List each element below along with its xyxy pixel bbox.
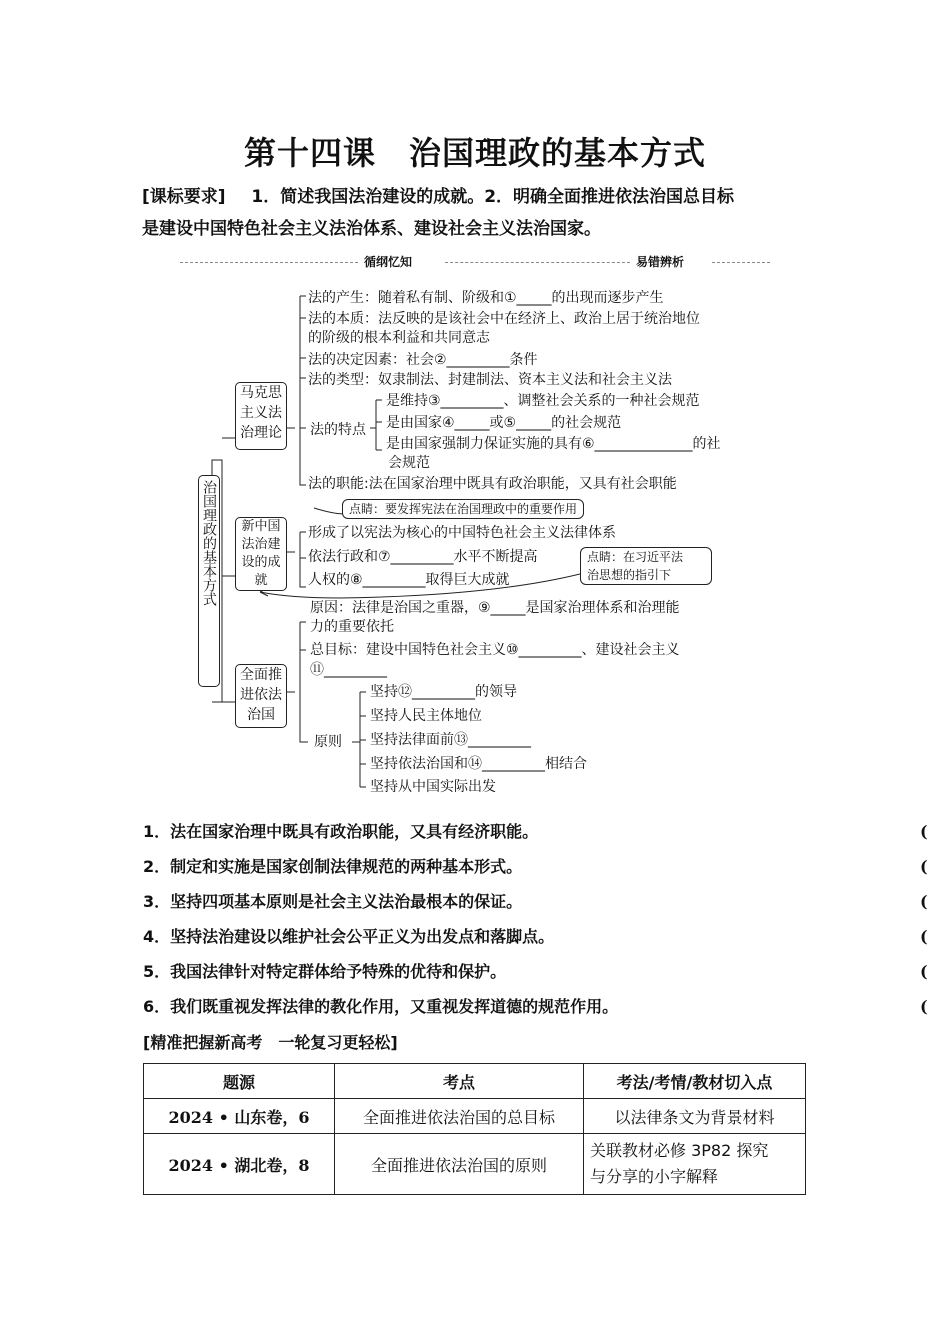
curriculum-requirement-line1	[142, 181, 810, 213]
judgment-item: 1．法在国家治理中既具有政治职能，又具有经济职能。	[143, 822, 539, 841]
principle-2: 坚持人民主体地位	[370, 708, 482, 724]
law-determinant-text: 法的决定因素：社会②_________条件	[308, 352, 538, 368]
knowledge-mindmap	[190, 282, 770, 802]
law-essence-text: 法的本质：法反映的是该社会中在经济上、政治上居于统治地位	[308, 311, 700, 327]
principle-4: 坚持依法治国和⑭_________相结合	[370, 756, 587, 772]
branch-new-china-achievements: 新中国法治建设的成就	[235, 517, 287, 591]
answer-paren[interactable]: (	[920, 962, 928, 981]
page-title: 第十四课 治国理政的基本方式	[243, 134, 706, 172]
reason-text-cont: 力的重要依托	[310, 619, 394, 635]
law-feature-3-cont: 会规范	[388, 455, 430, 471]
answer-paren[interactable]: (	[920, 857, 928, 876]
achievement-human-rights: 人权的⑧_________取得巨大成就	[308, 572, 510, 588]
root-node-box	[198, 475, 220, 687]
principle-3: 坚持法律面前⑬_________	[370, 732, 531, 748]
answer-paren[interactable]: (	[920, 997, 928, 1016]
law-features-label: 法的特点	[310, 422, 366, 438]
branch-rule-of-law: 全面推进依法治国	[235, 664, 287, 728]
branch-marxist-law-theory: 马克思主义法治理论	[235, 382, 287, 450]
row-point: 全面推进依法治国的总目标	[335, 1099, 584, 1134]
row-angle-line1: 关联教材必修 3P82 探究	[590, 1141, 769, 1160]
table-row	[144, 1134, 806, 1195]
note-xi-thought	[580, 547, 712, 585]
exam-table	[143, 1063, 806, 1195]
header-point: 考点	[335, 1064, 584, 1099]
answer-paren[interactable]: (	[920, 822, 928, 841]
row-source: 2024 • 山东卷，6	[144, 1099, 335, 1134]
principles-label: 原则	[314, 734, 342, 750]
judgment-item: 4．坚持法治建设以维护社会公平正义为出发点和落脚点。	[143, 927, 555, 946]
achievement-legal-system: 形成了以宪法为核心的中国特色社会主义法律体系	[308, 525, 616, 541]
achievement-administration: 依法行政和⑦_________水平不断提高	[308, 549, 538, 565]
table-row	[144, 1099, 806, 1134]
row-angle-line2: 与分享的小字解释	[590, 1167, 719, 1186]
separator-dash	[445, 262, 630, 263]
principle-5: 坚持从中国实际出发	[370, 779, 496, 795]
law-function-text: 法的职能:法在国家治理中既具有政治职能，又具有社会职能	[308, 476, 677, 492]
row-angle	[584, 1134, 806, 1195]
row-source: 2024 • 湖北卷，8	[144, 1134, 335, 1195]
requirement-text-2: 是建设中国特色社会主义法治体系、建设社会主义法治国家。	[142, 219, 601, 239]
header-angle: 考法/考情/教材切入点	[584, 1064, 806, 1099]
law-type-text: 法的类型：奴隶制法、封建制法、资本主义法和社会主义法	[308, 372, 672, 388]
root-node-label: 治国理政的基本方式	[201, 480, 217, 606]
answer-paren[interactable]: (	[920, 927, 928, 946]
law-origin-text: 法的产生：随着私有制、阶级和①_____的出现而逐步产生	[308, 290, 664, 306]
note-constitution: 点睛：要发挥宪法在治国理政中的重要作用	[342, 499, 584, 519]
section-heading: [精准把握新高考 一轮复习更轻松]	[143, 1033, 398, 1052]
answer-paren[interactable]: (	[920, 892, 928, 911]
note-xi-thought-line1: 点睛：在习近平法	[587, 550, 684, 564]
note-xi-thought-line2: 治思想的指引下	[587, 568, 672, 582]
reason-text: 原因：法律是治国之重器，⑨_____是国家治理体系和治理能	[310, 600, 680, 616]
law-essence-text-cont: 的阶级的根本利益和共同意志	[308, 330, 490, 346]
outline-tag: 循纲忆知	[360, 255, 416, 269]
requirement-tag: [课标要求]	[142, 187, 226, 207]
row-angle: 以法律条文为背景材料	[584, 1099, 806, 1134]
law-feature-2: 是由国家④_____或⑤_____的社会规范	[386, 415, 622, 431]
requirement-text-1: 1．简述我国法治建设的成就。2．明确全面推进依法治国总目标	[251, 187, 735, 207]
header-source: 题源	[144, 1064, 335, 1099]
section-separator	[180, 255, 770, 269]
separator-dash	[712, 262, 770, 263]
goal-text: 总目标：建设中国特色社会主义⑩_________、建设社会主义	[310, 642, 680, 658]
error-tag: 易错辨析	[632, 255, 688, 269]
separator-dash	[180, 262, 358, 263]
judgment-item: 5．我国法律针对特定群体给予特殊的优待和保护。	[143, 962, 507, 981]
table-header-row	[144, 1064, 806, 1099]
judgment-item: 2．制定和实施是国家创制法律规范的两种基本形式。	[143, 857, 523, 876]
row-point: 全面推进依法治国的原则	[335, 1134, 584, 1195]
law-feature-1: 是维持③_________、调整社会关系的一种社会规范	[386, 393, 700, 409]
judgment-item: 6．我们既重视发挥法律的教化作用，又重视发挥道德的规范作用。	[143, 997, 619, 1016]
goal-text-cont: ⑪_________	[310, 662, 387, 678]
principle-1: 坚持⑫_________的领导	[370, 684, 517, 700]
law-feature-3: 是由国家强制力保证实施的具有⑥______________的社	[386, 436, 721, 452]
judgment-item: 3．坚持四项基本原则是社会主义法治最根本的保证。	[143, 892, 523, 911]
